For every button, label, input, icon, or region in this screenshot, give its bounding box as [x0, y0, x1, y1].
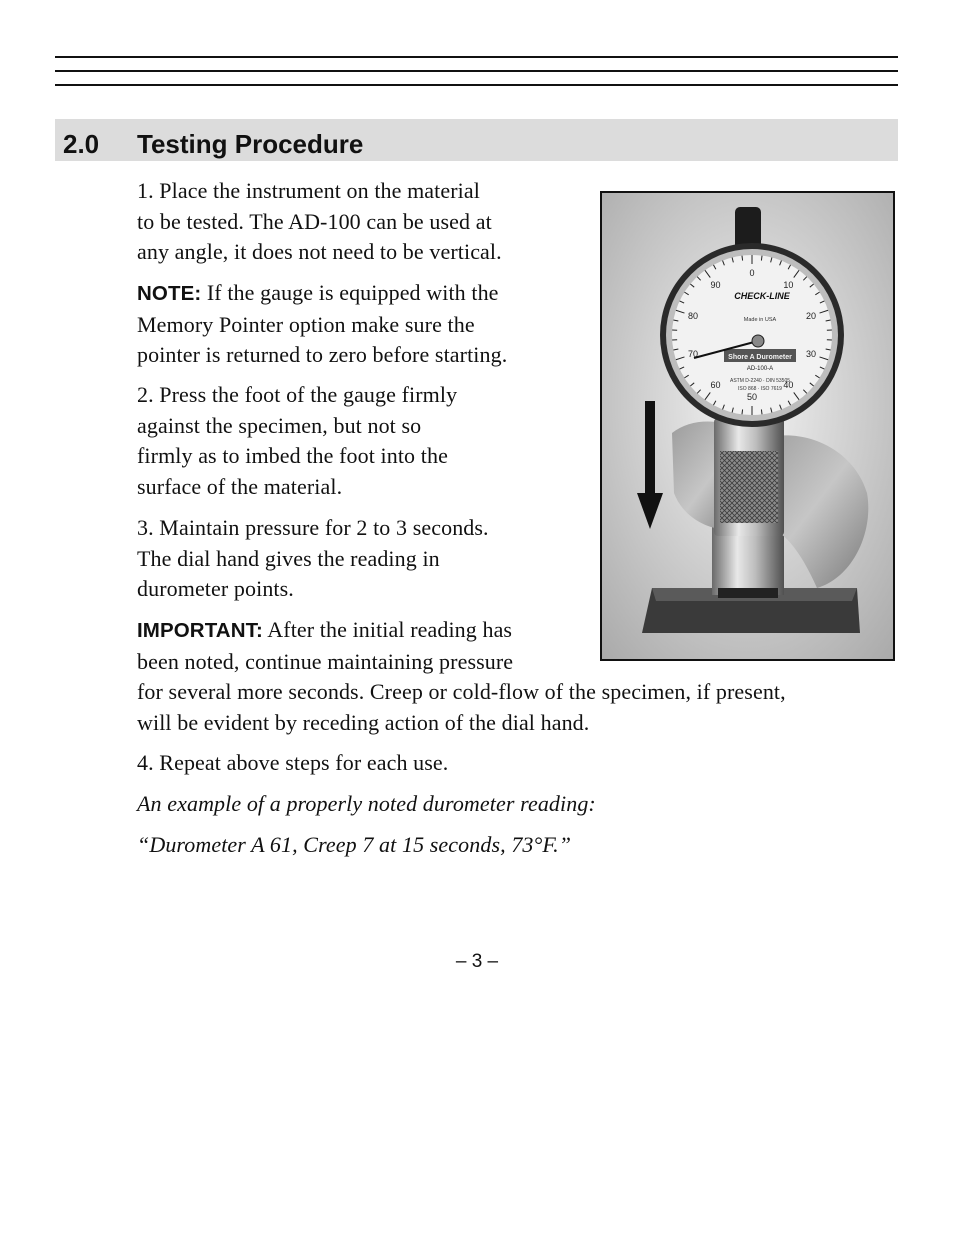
note-line: Memory Pointer option make sure the [137, 311, 475, 337]
section-title: Testing Procedure [137, 129, 364, 159]
header-rule-top [55, 56, 898, 58]
note-first-line [137, 278, 577, 310]
important-line: for several more seconds. Creep or cold-flow of the specimen, if present, [137, 679, 786, 705]
step-2-line: against the specimen, but not so [137, 412, 422, 438]
note-label: NOTE: [137, 282, 202, 305]
dial-number: 70 [688, 349, 699, 360]
step-2-line: 2. Press the foot of the gauge firmly [137, 382, 458, 407]
page-number: – 3 – [455, 951, 499, 972]
dial-number: 80 [688, 310, 699, 321]
dial-tick [761, 256, 762, 261]
dial-number: 40 [783, 380, 794, 391]
dial-number: 0 [749, 268, 755, 278]
dial-number: 20 [805, 310, 816, 321]
dial-tick [742, 409, 743, 414]
step-3-line: durometer points. [137, 576, 294, 602]
dial-tick [761, 409, 762, 414]
needle-hub [752, 335, 764, 347]
step-2-line: firmly as to imbed the foot into the [137, 443, 448, 469]
step-3 [137, 513, 577, 605]
important-label: IMPORTANT: [137, 619, 263, 642]
dial-number: 50 [746, 392, 758, 402]
made-in-label: Made in USA [743, 317, 777, 323]
important-line: will be evident by receding action of the dial hand. [137, 710, 590, 736]
knurled-grip [720, 451, 778, 523]
important-text: After the initial reading has [262, 617, 513, 642]
dial-tick [742, 256, 743, 261]
dial-number: 90 [710, 279, 721, 290]
step-2 [137, 380, 577, 503]
durometer-photo [600, 191, 895, 661]
important-line: been noted, continue maintaining pressure [137, 648, 514, 674]
step-1 [137, 176, 577, 268]
step-3-line: 3. Maintain pressure for 2 to 3 seconds. [137, 515, 489, 540]
step-2-line: surface of the material. [137, 474, 343, 500]
step-1-line: 1. Place the instrument on the material [137, 178, 480, 203]
step-1-line: to be tested. The AD-100 can be used at [137, 208, 492, 234]
model-number: AD-100-A [746, 366, 774, 372]
step-4: 4. Repeat above steps for each use. [137, 750, 449, 775]
dial-number: 10 [783, 279, 794, 290]
standards-line-1: ASTM D-2240 · DIN 53505 [729, 378, 791, 384]
header-rule-bottom [55, 84, 898, 86]
plate-title: Shore A Durometer [728, 354, 792, 361]
example-reading: “Durometer A 61, Creep 7 at 15 seconds, 73°F.” [137, 832, 572, 857]
example-intro: An example of a properly noted durometer reading: [137, 791, 596, 816]
step-1-line: any angle, it does not need to be vertical. [137, 239, 502, 265]
note-paragraph [137, 278, 577, 371]
standards-line-2: ISO 868 · ISO 7619 [738, 386, 782, 392]
brand-logo: CHECK-LINE [734, 291, 790, 301]
dial-number: 30 [805, 349, 816, 360]
note-text: If the gauge is equipped with the [201, 280, 499, 305]
note-line: pointer is returned to zero before starting. [137, 342, 508, 368]
dial-number: 60 [710, 380, 721, 391]
header-rule-middle [55, 70, 898, 72]
step-3-line: The dial hand gives the reading in [137, 545, 440, 571]
durometer-illustration [602, 193, 893, 659]
section-number: 2.0 [63, 129, 100, 159]
